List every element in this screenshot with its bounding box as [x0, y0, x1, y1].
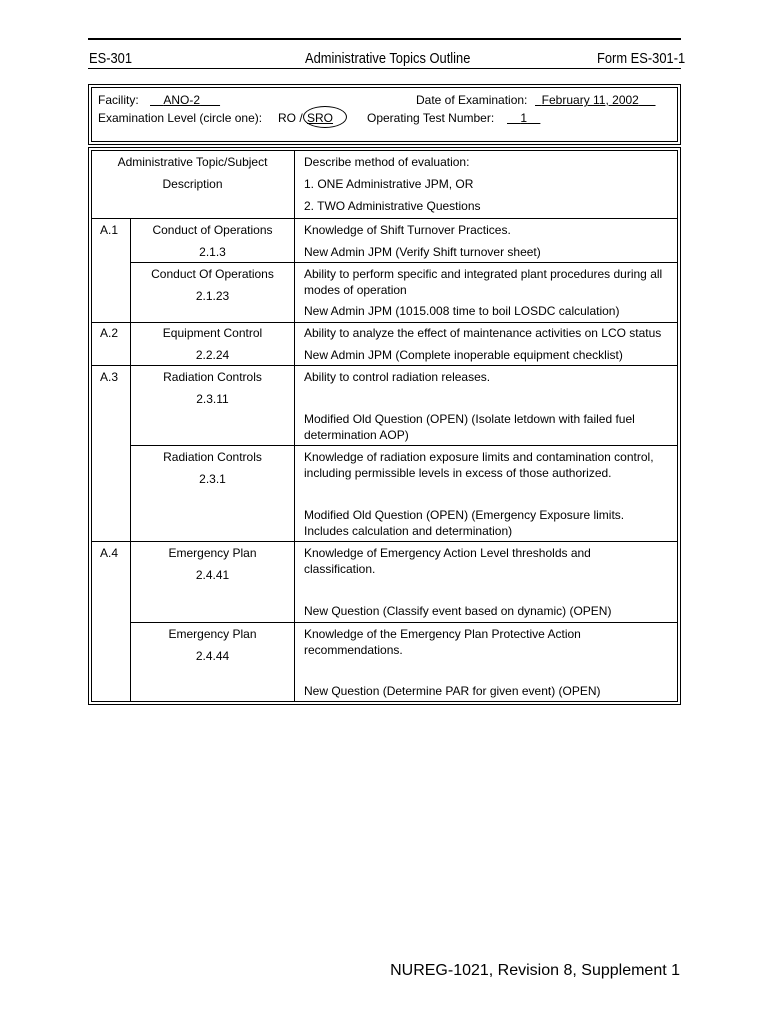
sro-circle-mark: [303, 106, 347, 128]
topic-description: Ability to perform specific and integrated plant procedures during all: [304, 267, 663, 281]
row-id: A.2: [100, 326, 119, 340]
topic-name: Emergency Plan: [168, 627, 257, 641]
row-id: A.3: [100, 370, 119, 384]
facility-value: ANO-2: [163, 93, 201, 107]
topic-description: Knowledge of Shift Turnover Practices.: [304, 223, 511, 237]
topic-code: 2.2.24: [195, 348, 230, 362]
row-separator: [131, 445, 678, 446]
form-number: Form ES-301-1: [597, 50, 686, 67]
row-id: A.4: [100, 546, 119, 560]
topic-description: Ability to control radiation releases.: [304, 370, 491, 384]
topic-code: 2.1.23: [195, 289, 230, 303]
topic-name: Conduct of Operations: [152, 223, 273, 237]
topic-name: Equipment Control: [162, 326, 263, 340]
topic-description: Knowledge of the Emergency Plan Protective Action: [304, 627, 581, 641]
head-method: Describe method of evaluation:: [304, 155, 470, 169]
topic-description-cont: including permissible levels in excess of those authorized.: [304, 466, 612, 480]
head-option-1: 1. ONE Administrative JPM, OR: [304, 177, 474, 191]
row-separator: [131, 622, 678, 623]
topic-code: 2.4.44: [195, 649, 230, 663]
exam-info-box: [88, 84, 681, 145]
topic-description: Knowledge of radiation exposure limits and contamination control,: [304, 450, 654, 464]
level-sro: SRO: [307, 111, 334, 125]
evaluation-method: New Question (Determine PAR for given event) (OPEN): [304, 684, 601, 698]
topic-code: 2.3.11: [196, 392, 229, 406]
topic-description: Knowledge of Emergency Action Level thresholds and: [304, 546, 591, 560]
topic-code: 2.1.3: [199, 245, 226, 259]
exam-date-value: February 11, 2002: [541, 93, 639, 107]
facility-label: Facility:: [98, 93, 139, 107]
head-description: Description: [162, 177, 223, 191]
head-topic: Administrative Topic/Subject: [117, 155, 268, 169]
row-separator: [91, 218, 678, 219]
evaluation-method: Modified Old Question (OPEN) (Emergency Exposure limits.: [304, 508, 625, 522]
topic-description-cont: recommendations.: [304, 643, 403, 657]
row-separator: [91, 322, 678, 323]
evaluation-method: Modified Old Question (OPEN) (Isolate letdown with failed fuel: [304, 412, 635, 426]
header-bottom-rule: [88, 68, 681, 69]
footer-reference: NUREG-1021, Revision 8, Supplement 1: [390, 962, 680, 979]
row-id: A.1: [100, 223, 119, 237]
evaluation-method: New Admin JPM (Complete inoperable equipment checklist): [304, 348, 623, 362]
exam-date-label: Date of Examination:: [416, 93, 528, 107]
evaluation-method-cont: Includes calculation and determination): [304, 524, 513, 538]
row-separator: [131, 262, 678, 263]
topic-name: Radiation Controls: [163, 450, 262, 464]
topic-code: 2.3.1: [199, 472, 226, 486]
topic-name: Emergency Plan: [168, 546, 257, 560]
evaluation-method: New Question (Classify event based on dynamic) (OPEN): [304, 604, 612, 618]
header-top-rule: [88, 38, 681, 40]
head-option-2: 2. TWO Administrative Questions: [304, 199, 481, 213]
col-divider-method: [294, 150, 295, 702]
evaluation-method-cont: determination AOP): [304, 428, 409, 442]
page-title: Administrative Topics Outline: [305, 50, 471, 67]
op-test-label: Operating Test Number:: [367, 111, 495, 125]
topic-code: 2.4.41: [195, 568, 230, 582]
row-separator: [91, 365, 678, 366]
level-ro: RO /: [278, 111, 303, 125]
exam-level-label: Examination Level (circle one):: [98, 111, 263, 125]
evaluation-method: New Admin JPM (1015.008 time to boil LOSDC calculation): [304, 304, 620, 318]
op-test-value: 1: [520, 111, 528, 125]
form-series: ES-301: [89, 50, 133, 67]
topic-description: Ability to analyze the effect of maintenance activities on LCO status: [304, 326, 662, 340]
topic-name: Radiation Controls: [163, 370, 262, 384]
topic-description-cont: modes of operation: [304, 283, 407, 297]
topic-name: Conduct Of Operations: [151, 267, 274, 281]
topics-table: [88, 147, 681, 705]
topic-description-cont: classification.: [304, 562, 376, 576]
row-separator: [91, 541, 678, 542]
evaluation-method: New Admin JPM (Verify Shift turnover sheet): [304, 245, 541, 259]
